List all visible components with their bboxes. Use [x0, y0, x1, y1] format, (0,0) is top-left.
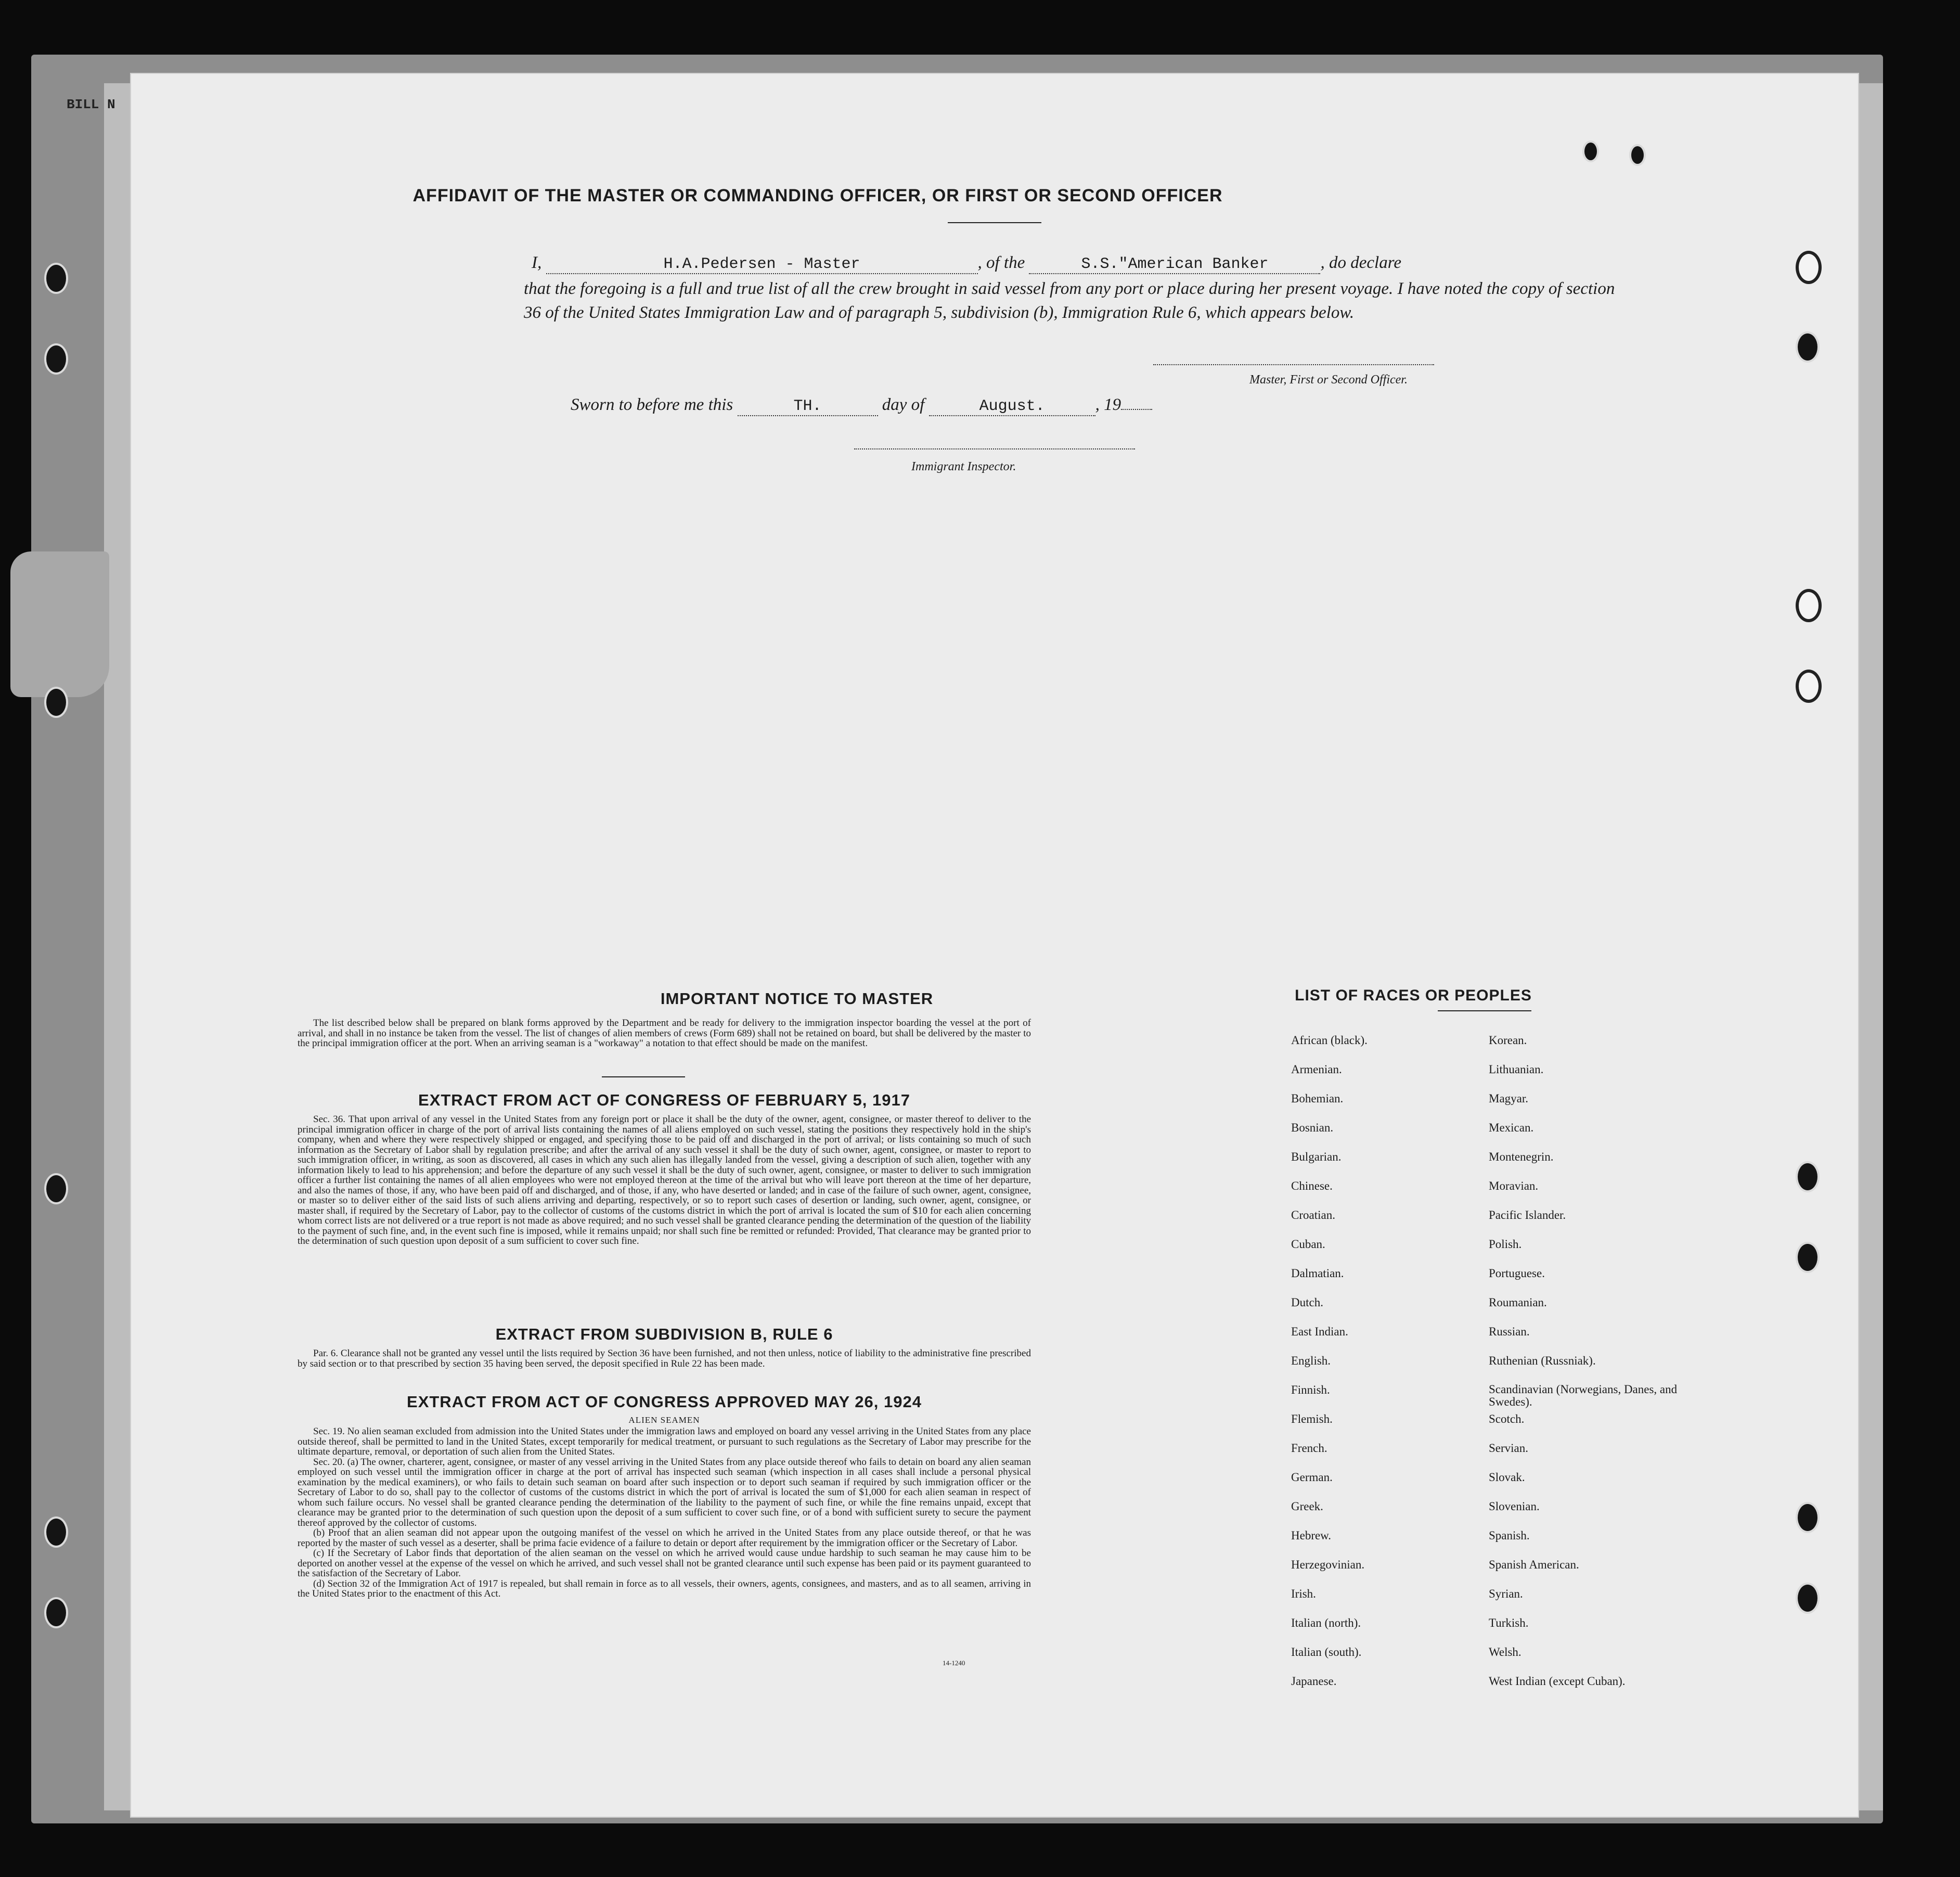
race-item: Scotch.	[1489, 1412, 1525, 1425]
form-number: 14-1240	[943, 1659, 965, 1667]
extract-1924-paragraph: (b) Proof that an alien seaman did not appear upon the outgoing manifest of the vessel on which he arrived in the United States from any place outside thereof, or that he was reported by the master of such vessel as a deserter, shall be prima facie evidence of a failure to detain or deport after requirement by the immigration officer or the Secretary of Labor.	[298, 1527, 1031, 1549]
race-item: Flemish.	[1291, 1412, 1333, 1425]
extract-1924-text	[298, 1426, 1031, 1599]
binder-hole	[1796, 1242, 1820, 1273]
race-item: Cuban.	[1291, 1238, 1325, 1251]
binder-hole	[44, 263, 68, 294]
binder-hole	[1582, 140, 1599, 162]
race-item: Irish.	[1291, 1587, 1316, 1600]
race-item: Lithuanian.	[1489, 1063, 1544, 1076]
extract-1924-paragraph: (c) If the Secretary of Labor finds that deportation of the alien seaman on the vessel on which he arrived would cause undue hardship to such seaman he may cause him to be deported on another vessel at the expense of the vessel on which he arrived, and such vessel shall not be granted clearance until such expense has been paid or its payment guaranteed to the satisfaction of the Secretary of Labor.	[298, 1548, 1031, 1579]
i-label: I,	[532, 253, 542, 272]
race-item: Hebrew.	[1291, 1529, 1332, 1542]
manifest-page	[130, 73, 1859, 1818]
inspector-caption: Immigrant Inspector.	[911, 460, 1016, 473]
race-item: Servian.	[1489, 1442, 1529, 1455]
notice-paragraph: The list described below shall be prepared on blank forms approved by the Department and be ready for delivery to the immigration inspector boarding the vessel at the port of arrival, and shall in no instance be taken from the vessel. The list of changes of alien members of crews (Form 689) shall not be retained on board, but shall be delivered by the master to the principal immigration officer at the port. When an arriving seaman is a "workaway" a notation to that effect should be made on the manifest.	[298, 1018, 1031, 1049]
race-item: German.	[1291, 1471, 1333, 1484]
signature-line	[1153, 364, 1434, 365]
race-item: Russian.	[1489, 1325, 1530, 1338]
binder-hole	[1796, 1502, 1820, 1533]
race-item: Syrian.	[1489, 1587, 1523, 1600]
race-item: Welsh.	[1489, 1645, 1521, 1659]
race-item: Dutch.	[1291, 1296, 1323, 1309]
binder-hole	[44, 343, 68, 375]
binder-hole	[1796, 670, 1822, 703]
of-the-label: , of the	[977, 253, 1025, 272]
rule6-title: EXTRACT FROM SUBDIVISION B, RULE 6	[495, 1325, 833, 1343]
extract-1924-paragraph: Sec. 20. (a) The owner, charterer, agent, consignee, or master of any vessel arriving in the United States from any place outside thereof who fails to detain on board any alien seaman employed on such vessel until the immigration officer in charge at the port of arrival has inspected such seaman (which inspection in all cases shall include a personal physical examination by the medical examiners), or who fails to detain such seaman on board after such inspection or to deport such seaman if required by such immigration officer or the Secretary of Labor to do so, shall pay to the collector of customs of the customs district in which the port of arrival is located the sum of $1,000 for each alien seaman in respect of whom such failure occurs. No vessel shall be granted clearance pending the determination of the liability to the payment of such fine, or while the fine remains unpaid, except that clearance may be granted prior to the determination of such question upon the deposit of a sum sufficient to cover such fine, or of a bond with sufficient surety to secure the payment thereof approved by the collector of customs.	[298, 1456, 1031, 1528]
race-item: Italian (north).	[1291, 1616, 1361, 1629]
race-item: Slovenian.	[1489, 1500, 1540, 1513]
day-of-label: day of	[882, 395, 925, 414]
extract-1924-title: EXTRACT FROM ACT OF CONGRESS APPROVED MAY 26, 1924	[407, 1393, 922, 1411]
alien-seamen-subtitle: ALIEN SEAMEN	[628, 1415, 700, 1425]
binder-hole	[1796, 589, 1822, 622]
race-item: Spanish.	[1489, 1529, 1530, 1542]
sworn-month: August.	[929, 397, 1095, 416]
race-item: Pacific Islander.	[1489, 1209, 1566, 1222]
race-item: Dalmatian.	[1291, 1267, 1344, 1280]
extract-1917-text	[298, 1114, 1031, 1246]
do-declare-label: , do declare	[1320, 253, 1401, 272]
sworn-line	[571, 395, 1152, 416]
race-item: Armenian.	[1291, 1063, 1342, 1076]
margin-note: BILL N	[67, 97, 115, 112]
extract-1917-paragraph: Sec. 36. That upon arrival of any vessel in the United States from any foreign port or place it shall be the duty of the owner, agent, consignee, or master thereof to deliver to the principal immigration officer in charge of the port of arrival lists containing the names of all aliens employed on such vessel, stating the positions they respectively hold in the ship's company, when and where they were respectively shipped or engaged, and specifying those to be paid off and discharged in the port of arrival; or lists containing so much of such information as the Secretary of Labor shall by regulation prescribe; and after the arrival of any such vessel it shall be the duty of such owner, agent, consignee, or master to report to such immigration officer, in writing, as soon as discovered, all cases in which any such alien has illegally landed from the vessel, giving a description of such alien, together with any information likely to lead to his apprehension; and before the departure of any such vessel it shall be the duty of such owner, agent, consignee, or master to deliver to such immigration officer a further list containing the names of all alien employees who were not employed thereon at the time of the arrival but who will leave port thereon at the time of her departure, and also the names of those, if any, who have been paid off and discharged, and of those, if any, who have deserted or landed; and in case of the failure of such owner, agent, consignee, or master so to deliver either of the said lists of such aliens arriving and departing, respectively, or so to report such cases of desertion or landing, such owner, agent, consignee, or master shall, if required by the Secretary of Labor, pay to the collector of customs of the customs district in which the port of arrival is located the sum of $10 for each alien concerning whom correct lists are not delivered or a true report is not made as above required; and no such vessel shall be granted clearance pending the determination of the question of the liability to the payment of such fine, and, in the event such fine is imposed, while it remains unpaid; nor shall such fine be remitted or refunded: Provided, That clearance may be granted prior to the determination of such question upon deposit of a sum sufficient to cover such fine.	[298, 1114, 1031, 1246]
vessel-name: S.S."American Banker	[1029, 255, 1320, 274]
race-item: Magyar.	[1489, 1092, 1529, 1105]
binder-hole	[44, 1516, 68, 1548]
rule6-text	[298, 1348, 1031, 1369]
affidavit-title: AFFIDAVIT OF THE MASTER OR COMMANDING OFFICER, OR FIRST OR SECOND OFFICER	[412, 186, 1223, 205]
binder-hole	[1796, 1583, 1820, 1614]
race-item: Croatian.	[1291, 1209, 1335, 1222]
race-item: Montenegrin.	[1489, 1150, 1554, 1163]
race-item: Bohemian.	[1291, 1092, 1344, 1105]
sworn-day: TH.	[738, 397, 878, 416]
sworn-label: Sworn to before me this	[571, 395, 733, 414]
races-title-rule	[1438, 1010, 1531, 1011]
race-item: East Indian.	[1291, 1325, 1348, 1338]
races-right-column	[1489, 1034, 1707, 1704]
notice-text	[298, 1018, 1031, 1049]
binder-hole	[44, 1597, 68, 1628]
year-blank	[1121, 409, 1152, 410]
race-item: English.	[1291, 1354, 1331, 1367]
race-item: Bosnian.	[1291, 1121, 1334, 1134]
inspector-signature-line	[854, 448, 1135, 449]
race-item: Greek.	[1291, 1500, 1323, 1513]
race-item: Portuguese.	[1489, 1267, 1545, 1280]
race-item: Finnish.	[1291, 1383, 1330, 1396]
binder-hole	[1629, 144, 1646, 166]
signature-caption: Master, First or Second Officer.	[1249, 373, 1408, 387]
race-item: Scandinavian (Norwegians, Danes, and Swedes).	[1489, 1383, 1678, 1408]
race-item: Roumanian.	[1489, 1296, 1547, 1309]
race-item: African (black).	[1291, 1034, 1368, 1047]
race-item: Moravian.	[1489, 1179, 1539, 1192]
race-item: French.	[1291, 1442, 1327, 1455]
binder-hole	[1796, 1161, 1820, 1192]
notice-title: IMPORTANT NOTICE TO MASTER	[660, 989, 934, 1008]
race-item: Polish.	[1489, 1238, 1522, 1251]
affidavit-declaration-line	[532, 253, 1401, 274]
section-rule	[602, 1076, 685, 1077]
affidavit-body: that the foregoing is a full and true list of all the crew brought in said vessel from any port or place during her present voyage. I have noted the copy of section 36 of the United States Immigration Law and of paragraph 5, subdivision (b), Immigration Rule 6, which appears below.	[524, 279, 1615, 322]
extract-1917-title: EXTRACT FROM ACT OF CONGRESS OF FEBRUARY 5, 1917	[418, 1091, 910, 1109]
race-item: Ruthenian (Russniak).	[1489, 1354, 1596, 1367]
races-title: LIST OF RACES OR PEOPLES	[1295, 987, 1532, 1004]
extract-1924-paragraph: (d) Section 32 of the Immigration Act of 1917 is repealed, but shall remain in force as to all vessels, their owners, agents, consignees, and masters, and as to all seamen, arriving in the United States prior to the enactment of this Act.	[298, 1578, 1031, 1599]
race-item: Turkish.	[1489, 1616, 1529, 1629]
extract-1924-paragraph: Sec. 19. No alien seaman excluded from admission into the United States under the immigration laws and employed on board any vessel arriving in the United States from any place outside thereof, shall be permitted to land in the United States, except temporarily for medical treatment, or pursuant to such regulations as the Secretary of Labor may prescribe for the ultimate departure, removal, or deportation of such alien from the United States.	[298, 1426, 1031, 1457]
race-item: Herzegovinian.	[1291, 1558, 1365, 1571]
binder-hole	[1796, 251, 1822, 284]
race-item: Bulgarian.	[1291, 1150, 1342, 1163]
year-prefix: , 19	[1095, 395, 1121, 414]
race-item: Japanese.	[1291, 1675, 1337, 1688]
race-item: Italian (south).	[1291, 1645, 1362, 1659]
binder-hole	[44, 687, 68, 718]
title-rule	[948, 222, 1041, 223]
rule6-paragraph: Par. 6. Clearance shall not be granted any vessel until the lists required by Section 36 have been furnished, and not then unless, notice of liability to the administrative fine prescribed by said section or to that prescribed by section 35 having been served, the deposit specified in Rule 22 has been made.	[298, 1348, 1031, 1369]
race-item: Chinese.	[1291, 1179, 1333, 1192]
race-item: Slovak.	[1489, 1471, 1525, 1484]
race-item: Korean.	[1489, 1034, 1527, 1047]
race-item: Mexican.	[1489, 1121, 1534, 1134]
race-item: West Indian (except Cuban).	[1489, 1675, 1626, 1688]
binder-hole	[44, 1173, 68, 1204]
race-item: Spanish American.	[1489, 1558, 1579, 1571]
binder-hole	[1796, 331, 1820, 363]
torn-tape	[10, 551, 109, 697]
master-name: H.A.Pedersen - Master	[546, 255, 978, 274]
races-left-column	[1291, 1034, 1368, 1704]
